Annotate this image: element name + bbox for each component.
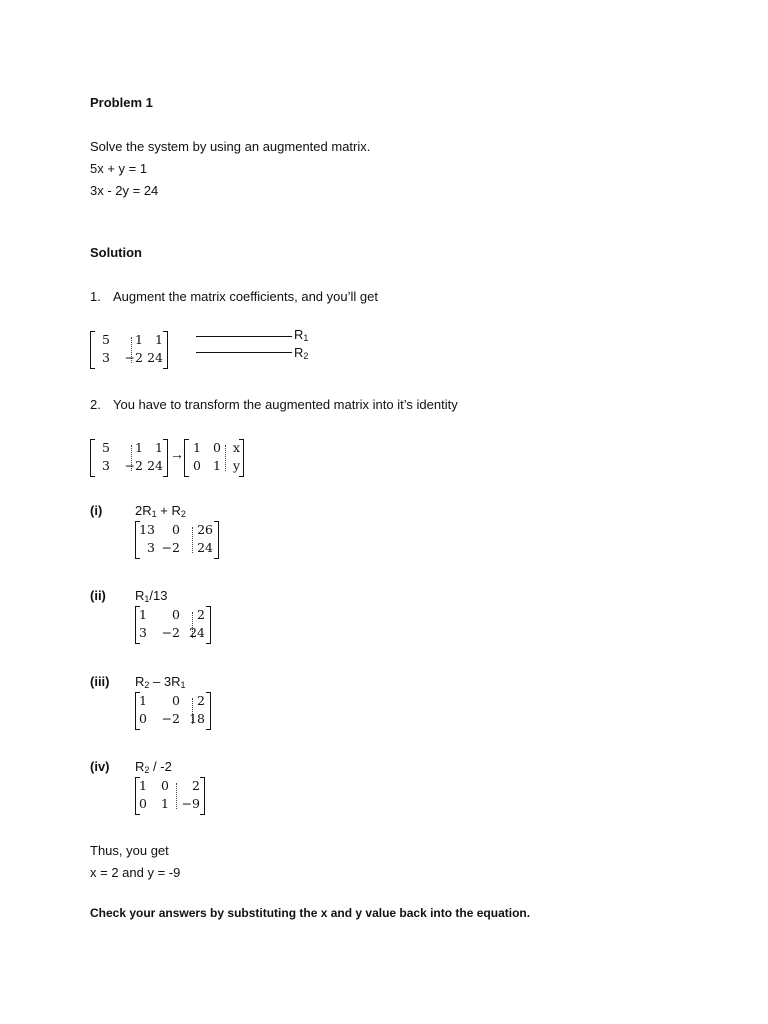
- conclusion-line-1: Thus, you get: [90, 843, 169, 858]
- matrix-cell: 1: [155, 332, 163, 347]
- matrix-row: [90, 349, 168, 367]
- step2-left-matrix: [90, 439, 168, 477]
- step1-number: 1.: [90, 289, 101, 304]
- op-expression: $R_1/13$: [135, 588, 168, 604]
- row1-line: [196, 336, 292, 337]
- matrix-cell: 1: [139, 778, 147, 793]
- matrix-cell: 3: [102, 458, 110, 473]
- matrix-cell: 1: [161, 796, 169, 811]
- matrix-row: [184, 457, 244, 475]
- matrix-cell: 0: [139, 796, 147, 811]
- matrix-cell: 3: [139, 625, 147, 640]
- matrix-row: [135, 777, 205, 795]
- op-result-matrix: [135, 692, 211, 730]
- matrix-cell: x: [232, 440, 240, 455]
- equation-2: 3x - 2y = 24: [90, 183, 159, 198]
- matrix-cell: 1: [135, 440, 143, 455]
- op-expression: $2R_1 + R_2$: [135, 503, 186, 519]
- matrix-row: [135, 710, 211, 728]
- solution-title: Solution: [90, 245, 142, 260]
- op-result-matrix: [135, 606, 211, 644]
- matrix-cell: y: [232, 458, 240, 473]
- matrix-cell: 2: [192, 778, 200, 793]
- matrix-row: [135, 521, 219, 539]
- row2-line: [196, 352, 292, 353]
- op-label: (iii): [90, 674, 110, 689]
- matrix-cell: 1: [139, 693, 147, 708]
- matrix-row: [184, 439, 244, 457]
- op-label: (iv): [90, 759, 110, 774]
- matrix-cell: −2: [124, 350, 143, 365]
- matrix-cell: 13: [139, 522, 155, 537]
- matrix-cell: 1: [155, 440, 163, 455]
- matrix-cell: 5: [102, 332, 110, 347]
- op-result-matrix: [135, 777, 205, 815]
- problem-title: Problem 1: [90, 95, 153, 110]
- matrix-cell: 3: [147, 540, 155, 555]
- matrix-row: [90, 457, 168, 475]
- conclusion-line-2: x = 2 and y = -9: [90, 865, 181, 880]
- matrix-cell: −2: [161, 711, 180, 726]
- matrix-cell: 24: [147, 458, 163, 473]
- step1-matrix: [90, 331, 168, 369]
- matrix-row: [135, 606, 211, 624]
- problem-statement: Solve the system by using an augmented matrix.: [90, 139, 371, 154]
- matrix-cell: 1: [135, 332, 143, 347]
- matrix-cell: 24: [147, 350, 163, 365]
- matrix-cell: 24: [197, 540, 213, 555]
- matrix-row: [90, 331, 168, 349]
- matrix-cell: 0: [172, 693, 180, 708]
- matrix-cell: 3: [102, 350, 110, 365]
- matrix-cell: −2: [124, 458, 143, 473]
- check-note: Check your answers by substituting the x and y value back into the equation.: [90, 906, 531, 920]
- matrix-row: [135, 692, 211, 710]
- row-label-r2: $R_2$: [294, 345, 309, 361]
- matrix-cell: 5: [102, 440, 110, 455]
- matrix-cell: 26: [197, 522, 213, 537]
- matrix-cell: 0: [172, 607, 180, 622]
- matrix-cell: 0: [161, 778, 169, 793]
- step2-text: You have to transform the augmented matrix into it’s identity: [113, 397, 458, 412]
- step2-right-matrix: [184, 439, 244, 477]
- matrix-cell: 1: [213, 458, 221, 473]
- op-label: (ii): [90, 588, 106, 603]
- row-label-r1: $R_1$: [294, 327, 309, 343]
- matrix-cell: 0: [193, 458, 201, 473]
- matrix-cell: 0: [213, 440, 221, 455]
- matrix-row: [135, 539, 219, 557]
- matrix-cell: 0: [139, 711, 147, 726]
- matrix-cell: 2: [197, 607, 205, 622]
- step2-number: 2.: [90, 397, 101, 412]
- transform-arrow: →: [170, 446, 184, 462]
- op-expression: $R_2 / -2$: [135, 759, 172, 775]
- matrix-row: [135, 795, 205, 813]
- op-expression: $R_2 - 3R_1$: [135, 674, 186, 690]
- matrix-row: [90, 439, 168, 457]
- matrix-cell: −2: [161, 625, 180, 640]
- matrix-cell: 0: [172, 522, 180, 537]
- matrix-cell: 2: [197, 693, 205, 708]
- matrix-cell: 24: [189, 625, 205, 640]
- step1-text: Augment the matrix coefficients, and you’ll get: [113, 289, 378, 304]
- equation-1: 5x + y = 1: [90, 161, 148, 176]
- matrix-cell: 1: [193, 440, 201, 455]
- op-result-matrix: [135, 521, 219, 559]
- matrix-cell: 18: [189, 711, 205, 726]
- matrix-cell: −2: [161, 540, 180, 555]
- op-label: (i): [90, 503, 103, 518]
- matrix-cell: −9: [181, 796, 200, 811]
- matrix-row: [135, 624, 211, 642]
- matrix-cell: 1: [139, 607, 147, 622]
